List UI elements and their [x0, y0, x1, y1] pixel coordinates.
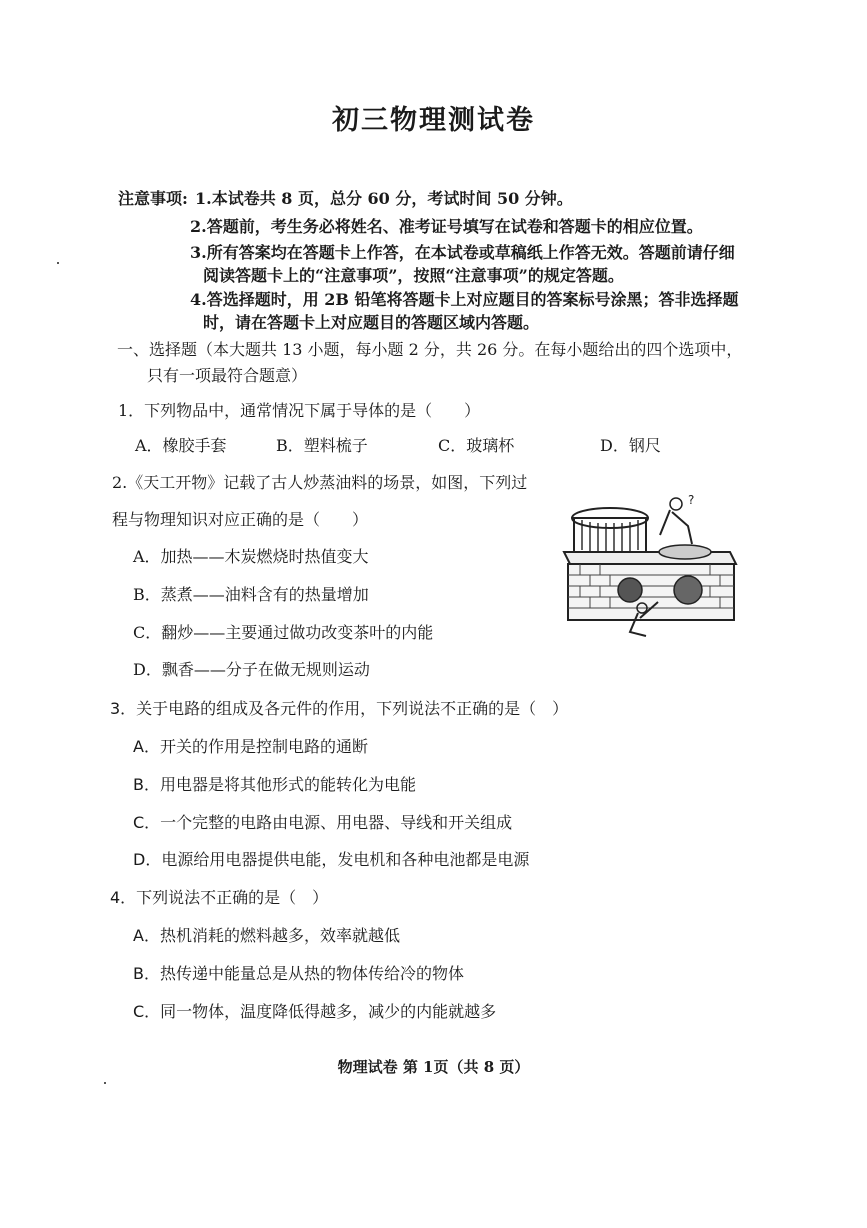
question-3-option-c: C．一个完整的电路由电源、用电器、导线和开关组成 [133, 813, 513, 832]
notice-item: 1.本试卷共 8 页，总分 60 分，考试时间 50 分钟。 [195, 189, 573, 208]
question-4-stem: 4．下列说法不正确的是（ ） [110, 888, 329, 907]
question-4-option-b: B．热传递中能量总是从热的物体传给冷的物体 [133, 964, 464, 983]
question-1-stem: 1．下列物品中，通常情况下属于导体的是（ ） [118, 401, 481, 420]
question-2-option-d: D．飘香——分子在做无规则运动 [133, 660, 370, 679]
question-1-option-a: A．橡胶手套 [135, 436, 227, 455]
question-2-stem-cont: 程与物理知识对应正确的是（ ） [112, 510, 369, 529]
fire-opening [618, 578, 642, 602]
stove-illustration [560, 490, 740, 640]
notice-item: 时，请在答题卡上对应题目的答题区域内答题。 [203, 313, 540, 332]
question-3-option-b: B．用电器是将其他形式的能转化为电能 [133, 775, 416, 794]
question-1-option-b: B．塑料梳子 [276, 436, 368, 455]
notice-label: 注意事项: [118, 189, 188, 208]
brick-stove [568, 564, 734, 620]
question-3-option-a: A．开关的作用是控制电路的通断 [133, 737, 368, 756]
section-heading: 一、选择题（本大题共 13 小题，每小题 2 分，共 26 分。在每小题给出的四个选项中， [117, 340, 743, 359]
notice-item: 阅读答题卡上的“注意事项”，按照“注意事项”的规定答题。 [203, 266, 624, 285]
notice-item: 4.答选择题时，用 2B 铅笔将答题卡上对应题目的答案标号涂黑；答非选择题 [190, 290, 739, 309]
question-2-stem: 2.《天工开物》记载了古人炒蒸油料的场景，如图，下列过 [112, 473, 528, 492]
notice-item: 3.所有答案均在答题卡上作答，在本试卷或草稿纸上作答无效。答题前请仔细 [190, 243, 735, 262]
fire-opening [674, 576, 702, 604]
scan-speck [104, 1082, 106, 1084]
worker-head [670, 498, 682, 510]
question-2-option-a: A．加热——木炭燃烧时热值变大 [133, 547, 369, 566]
section-heading-cont: 只有一项最符合题意） [147, 366, 308, 385]
worker-body [660, 510, 692, 544]
page-title: 初三物理测试卷 [332, 105, 535, 136]
page-footer: 物理试卷 第 1页（共 8 页） [337, 1058, 530, 1076]
question-3-stem: 3．关于电路的组成及各元件的作用，下列说法不正确的是（ ） [110, 699, 569, 718]
pan [659, 545, 711, 559]
question-4-option-a: A．热机消耗的燃料越多，效率就越低 [133, 926, 400, 945]
question-2-option-b: B．蒸煮——油料含有的热量增加 [133, 585, 369, 604]
question-2-option-c: C．翻炒——主要通过做功改变茶叶的内能 [133, 623, 434, 642]
scan-speck [57, 262, 59, 264]
question-1-option-c: C．玻璃杯 [438, 436, 515, 455]
steamer-body [574, 518, 646, 552]
question-1-option-d: D．钢尺 [600, 436, 661, 455]
question-3-option-d: D．电源给用电器提供电能，发电机和各种电池都是电源 [133, 850, 530, 869]
svg-text:?: ? [688, 493, 695, 507]
notice-item: 2.答题前，考生务必将姓名、准考证号填写在试卷和答题卡的相应位置。 [190, 217, 703, 236]
question-4-option-c: C．同一物体，温度降低得越多，减少的内能就越多 [133, 1002, 497, 1021]
